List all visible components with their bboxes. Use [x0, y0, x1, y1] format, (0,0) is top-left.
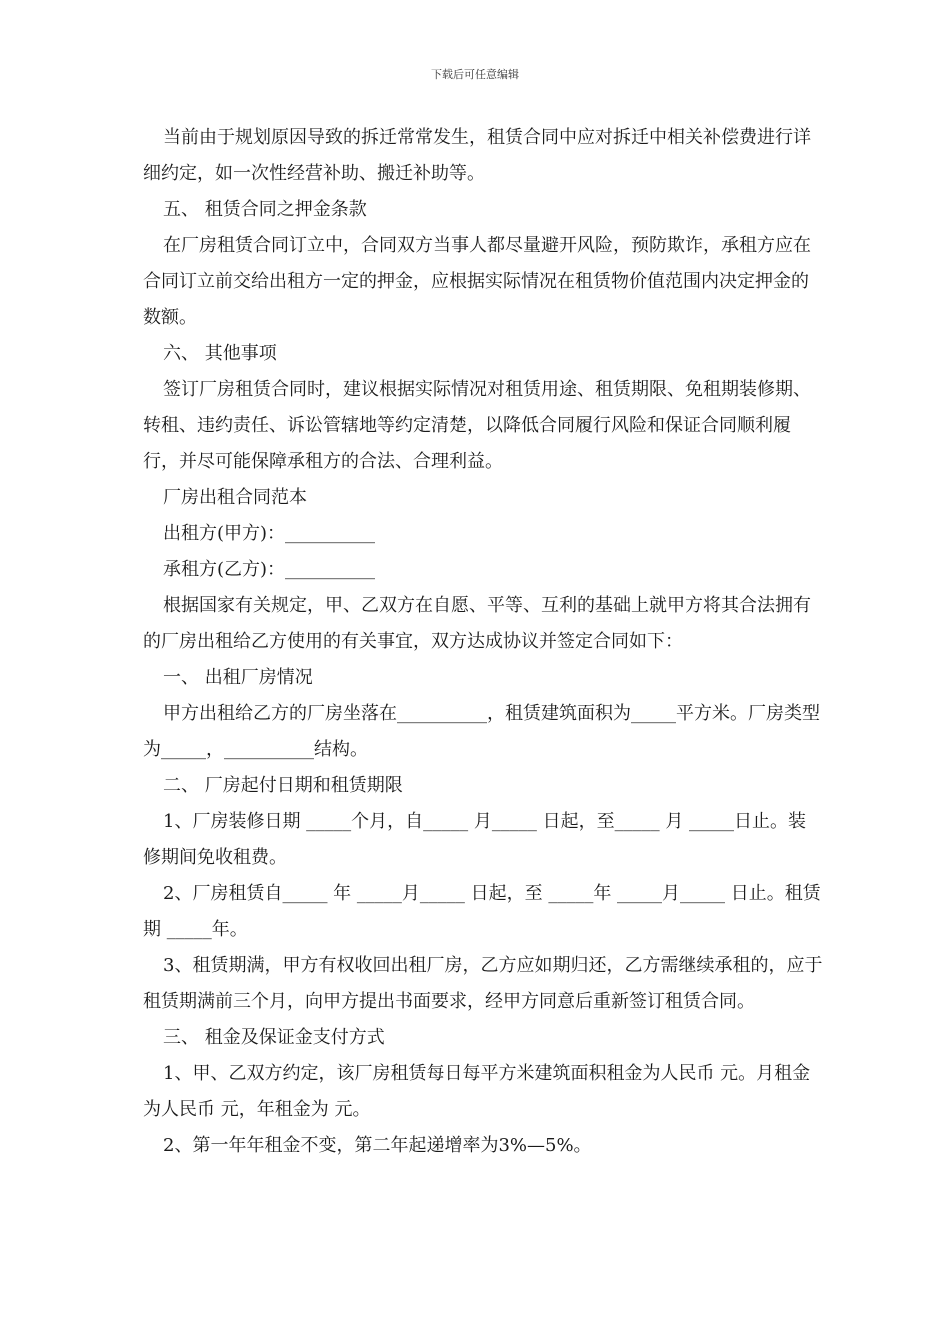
lessor-line: 出租方(甲方)：__________ [163, 523, 376, 544]
page-header: 下载后可任意编辑 [431, 68, 519, 81]
clause-rent-amount: 1、甲、乙双方约定，该厂房租赁每日每平方米建筑面积租金为人民币 元。月租金为人民币 元，年租金为 元。 [143, 1063, 811, 1120]
document-body [143, 120, 823, 1164]
clause-lease-period: 2、厂房租赁自_____ 年 _____月_____ 日起，至 _____年 _____月_____ 日止。租赁期 _____年。 [143, 883, 821, 940]
contract-title: 厂房出租合同范本 [163, 487, 307, 508]
heading-deposit-clause: 五、 租赁合同之押金条款 [163, 199, 367, 220]
lessee-line: 承租方(乙方)：__________ [163, 559, 376, 580]
paragraph-factory-location: 甲方出租给乙方的厂房坐落在__________，租赁建筑面积为_____平方米。厂房类型为_____，__________结构。 [143, 703, 820, 760]
clause-rent-increase: 2、第一年年租金不变，第二年起递增率为3%—5%。 [163, 1135, 592, 1156]
heading-factory-info: 一、 出租厂房情况 [163, 667, 313, 688]
paragraph-deposit: 在厂房租赁合同订立中，合同双方当事人都尽量避开风险，预防欺诈，承租方应在合同订立前交给出租方一定的押金，应根据实际情况在租赁物价值范围内决定押金的数额。 [143, 235, 811, 328]
heading-lease-term: 二、 厂房起付日期和租赁期限 [163, 775, 403, 796]
clause-lease-expiry: 3、租赁期满，甲方有权收回出租厂房，乙方应如期归还，乙方需继续承租的，应于租赁期满前三个月，向甲方提出书面要求，经甲方同意后重新签订租赁合同。 [143, 955, 823, 1012]
clause-renovation-period: 1、厂房装修日期 _____个月，自_____ 月_____ 日起，至_____ 月 _____日止。装修期间免收租费。 [143, 811, 807, 868]
paragraph-other-matters: 签订厂房租赁合同时，建议根据实际情况对租赁用途、租赁期限、免租期装修期、转租、违约责任、诉讼管辖地等约定清楚，以降低合同履行风险和保证合同顺利履行，并尽可能保障承租方的合法、合理利益。 [143, 379, 811, 472]
paragraph-demolition-compensation: 当前由于规划原因导致的拆迁常常发生，租赁合同中应对拆迁中相关补偿费进行详细约定，如一次性经营补助、搬迁补助等。 [143, 127, 811, 184]
paragraph-preamble: 根据国家有关规定，甲、乙双方在自愿、平等、互利的基础上就甲方将其合法拥有的厂房出租给乙方使用的有关事宜，双方达成协议并签定合同如下： [143, 595, 811, 652]
heading-other-matters: 六、 其他事项 [163, 343, 277, 364]
heading-rent-payment: 三、 租金及保证金支付方式 [163, 1027, 385, 1048]
